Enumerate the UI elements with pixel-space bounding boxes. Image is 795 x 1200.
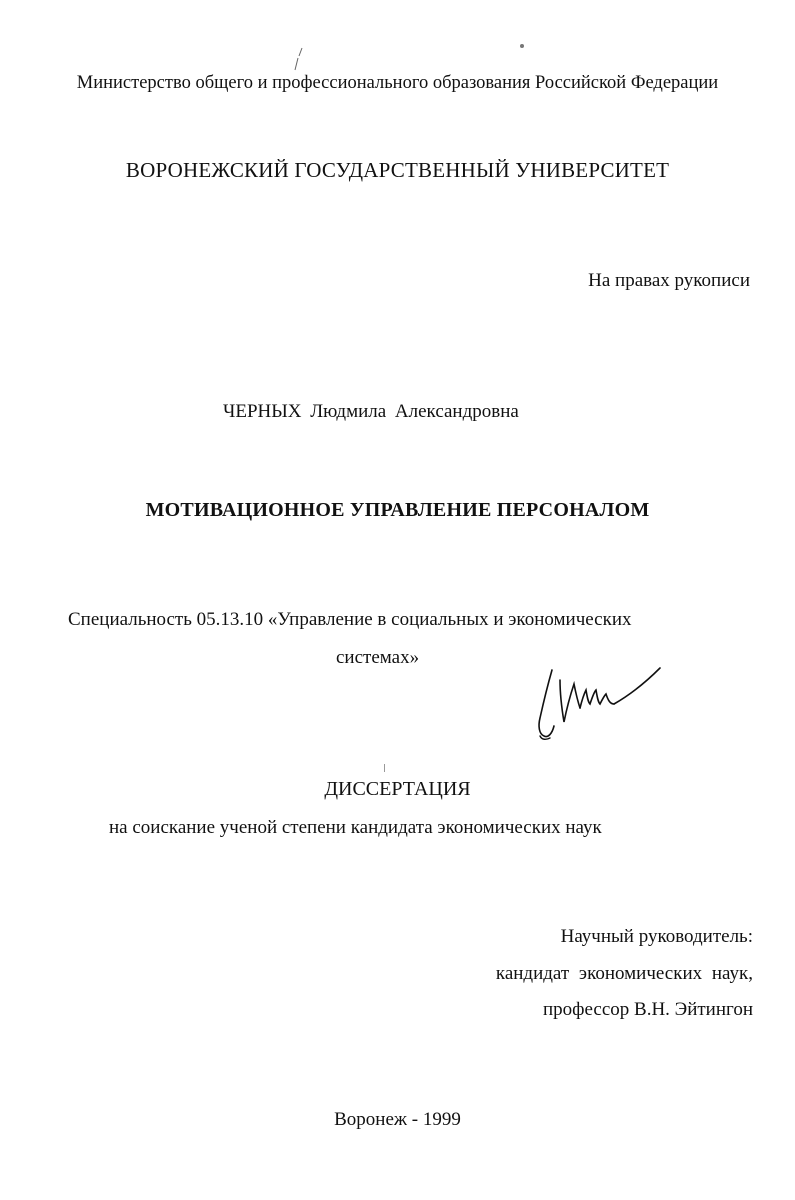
scan-artifact-tick xyxy=(384,764,385,772)
supervisor-degree: кандидат экономических наук, xyxy=(495,963,753,984)
dissertation-title: МОТИВАЦИОННОЕ УПРАВЛЕНИЕ ПЕРСОНАЛОМ xyxy=(145,499,650,521)
document-type: ДИССЕРТАЦИЯ xyxy=(324,778,471,800)
supervisor-name: профессор В.Н. Эйтингон xyxy=(543,999,753,1020)
degree-statement: на соискание ученой степени кандидата экономических наук xyxy=(109,817,602,838)
city-year: Воронеж - 1999 xyxy=(334,1109,461,1130)
handwritten-signature xyxy=(530,660,670,750)
manuscript-note: На правах рукописи xyxy=(588,270,750,291)
scan-artifact-mark xyxy=(290,46,306,72)
ministry-heading: Министерство общего и профессионального образования Российской Федерации xyxy=(76,73,719,93)
specialty-line-1: Специальность 05.13.10 «Управление в социальных и экономических xyxy=(68,609,632,630)
university-name: ВОРОНЕЖСКИЙ ГОСУДАРСТВЕННЫЙ УНИВЕРСИТЕТ xyxy=(125,158,670,182)
scan-artifact-dot xyxy=(520,44,524,48)
author-name: ЧЕРНЫХ Людмила Александровна xyxy=(223,401,519,422)
supervisor-label: Научный руководитель: xyxy=(560,926,753,947)
specialty-line-2: системах» xyxy=(336,647,420,668)
